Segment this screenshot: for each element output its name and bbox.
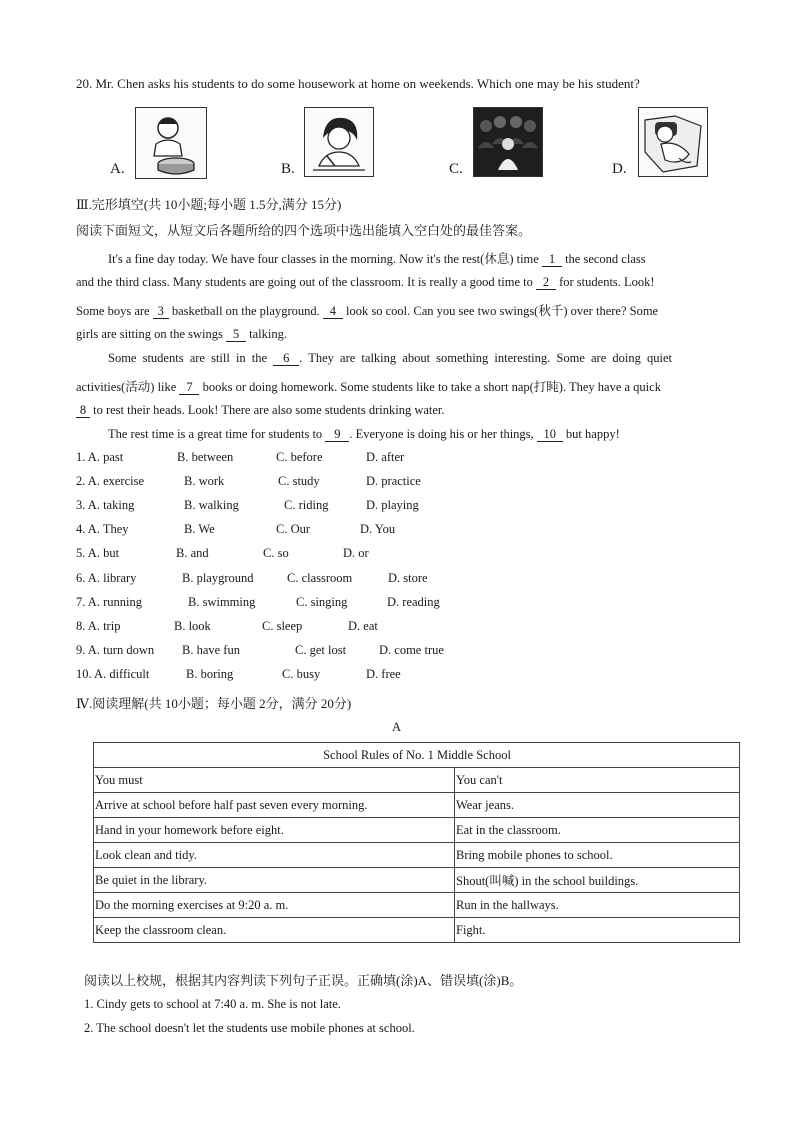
option-a[interactable]: 10. A. difficult	[76, 666, 150, 681]
table-cell: Do the morning exercises at 9:20 a. m.	[94, 893, 455, 918]
option-c[interactable]: C. sleep	[262, 618, 303, 633]
para2-line2	[76, 377, 661, 395]
table-cell: Fight.	[455, 918, 740, 943]
option-b[interactable]: B. work	[184, 474, 225, 489]
para2-text: books or doing homework. Some students like to take a short nap(打盹). They have a quick	[202, 380, 661, 394]
option-a[interactable]: 3. A. taking	[76, 498, 135, 513]
option-c[interactable]: C. so	[263, 546, 289, 561]
option-b[interactable]: B. look	[174, 618, 211, 633]
writing-homework-icon	[305, 108, 373, 176]
option-c[interactable]: C. Our	[276, 522, 311, 537]
table-title: School Rules of No. 1 Middle School	[94, 743, 740, 768]
option-d[interactable]: D. after	[366, 450, 405, 464]
table-cell: Look clean and tidy.	[94, 843, 455, 868]
option-a[interactable]: 6. A. library	[76, 570, 137, 585]
option-c[interactable]: C. study	[278, 474, 320, 489]
section-3-heading: Ⅲ.完形填空(共 10小题;每小题 1.5分,满分 15分)	[76, 197, 342, 212]
column-header-cant: You can't	[455, 768, 740, 793]
option-d[interactable]: D. or	[343, 546, 369, 561]
option-b[interactable]: B. between	[177, 450, 234, 464]
table-header-row	[94, 768, 740, 793]
para3-text: The rest time is a great time for students to	[108, 427, 323, 441]
option-b[interactable]: B. swimming	[188, 594, 256, 609]
option-c[interactable]: C. singing	[296, 594, 348, 609]
option-d-image[interactable]	[638, 107, 708, 177]
para2-text: Some students are still in the	[108, 351, 268, 365]
option-c[interactable]: C. get lost	[295, 642, 347, 657]
blank-7[interactable]: 7	[179, 381, 199, 395]
para1-text: talking.	[249, 327, 287, 341]
blank-1[interactable]: 1	[542, 253, 562, 267]
reading-question-2: 2. The school doesn't let the students use mobile phones at school.	[84, 1021, 415, 1035]
blank-10[interactable]: 10	[537, 428, 563, 442]
para1-text: the second class	[565, 252, 646, 266]
option-b[interactable]: B. playground	[182, 570, 254, 585]
question-20-text: 20. Mr. Chen asks his students to do some housework at home on weekends. Which one may be his student?	[76, 76, 640, 91]
blank-8[interactable]: 8	[76, 404, 90, 418]
table-cell: Be quiet in the library.	[94, 868, 455, 893]
table-cell: Run in the hallways.	[455, 893, 740, 918]
school-rules-table	[93, 742, 740, 943]
para2-line1	[108, 351, 672, 366]
option-c-label: C.	[449, 161, 463, 177]
blank-6[interactable]: 6	[273, 352, 299, 366]
table-row	[94, 893, 740, 918]
para1-line4	[76, 327, 287, 342]
section-4-heading: Ⅳ.阅读理解(共 10小题；每小题 2分，满分 20分)	[76, 696, 352, 711]
passage-label: A	[392, 720, 402, 734]
table-cell: Bring mobile phones to school.	[455, 843, 740, 868]
table-row	[94, 918, 740, 943]
para1-text: girls are sitting on the swings	[76, 327, 223, 341]
section-4-instruction: 阅读以上校规，根据其内容判读下列句子正误。正确填(涂)A、错误填(涂)B。	[84, 973, 523, 988]
para3-text: . Everyone is doing his or her things,	[349, 427, 534, 441]
option-b[interactable]: B. have fun	[182, 642, 240, 657]
option-a[interactable]: 7. A. running	[76, 594, 142, 609]
para1-line3	[76, 301, 658, 319]
table-row	[94, 818, 740, 843]
option-d[interactable]: D. You	[360, 522, 396, 537]
option-b[interactable]: B. and	[176, 546, 209, 561]
option-c[interactable]: C. busy	[282, 666, 321, 681]
option-d[interactable]: D. free	[366, 666, 401, 681]
table-cell: Wear jeans.	[455, 793, 740, 818]
option-b[interactable]: B. We	[184, 522, 215, 537]
option-a[interactable]: 9. A. turn down	[76, 642, 155, 657]
blank-2[interactable]: 2	[536, 276, 556, 290]
option-d[interactable]: D. store	[388, 570, 428, 585]
blank-9[interactable]: 9	[325, 428, 349, 442]
table-cell: Keep the classroom clean.	[94, 918, 455, 943]
reading-question-1: 1. Cindy gets to school at 7:40 a. m. She is not late.	[84, 997, 341, 1011]
table-row	[94, 843, 740, 868]
table-row	[94, 793, 740, 818]
option-c-image[interactable]	[473, 107, 543, 177]
para1-text: look so cool. Can you see two swings(秋千) over there? Some	[346, 304, 659, 318]
option-d[interactable]: D. reading	[387, 594, 440, 609]
option-d-label: D.	[612, 161, 627, 177]
para3-line1	[108, 427, 620, 442]
para1-text: Some boys are	[76, 304, 150, 318]
option-a-image[interactable]	[135, 107, 207, 179]
table-cell: Eat in the classroom.	[455, 818, 740, 843]
para2-text: activities(活动) like	[76, 380, 177, 394]
blank-5[interactable]: 5	[226, 328, 246, 342]
washing-clothes-icon	[136, 108, 206, 178]
para1-text: and the third class. Many students are going out of the classroom. It is really a good time to	[76, 275, 533, 289]
para3-text: but happy!	[565, 427, 620, 441]
para1-line1	[108, 249, 646, 267]
option-b-image[interactable]	[304, 107, 374, 177]
sleeping-child-icon	[639, 108, 707, 176]
blank-3[interactable]: 3	[153, 305, 169, 319]
para2-text: to rest their heads. Look! There are also some students drinking water.	[93, 403, 445, 417]
table-cell: Hand in your homework before eight.	[94, 818, 455, 843]
option-b-label: B.	[281, 161, 295, 177]
option-d[interactable]: D. eat	[348, 618, 378, 633]
group-photo-icon	[474, 108, 542, 176]
option-a[interactable]: 8. A. trip	[76, 618, 121, 633]
para2-text: . They are talking about something interesting. Some are doing quiet	[299, 351, 672, 365]
table-row	[94, 868, 740, 893]
option-a-label: A.	[110, 161, 125, 177]
table-cell: Shout(叫喊) in the school buildings.	[455, 868, 740, 893]
para1-text: basketball on the playground.	[171, 304, 320, 318]
table-cell: Arrive at school before half past seven every morning.	[94, 793, 455, 818]
option-a[interactable]: 1. A. past	[76, 450, 124, 464]
para1-text: for students. Look!	[559, 275, 655, 289]
para1-line2	[76, 275, 655, 290]
option-d[interactable]: D. playing	[366, 498, 419, 513]
option-a[interactable]: 5. A. but	[76, 546, 120, 561]
blank-4[interactable]: 4	[323, 305, 343, 319]
option-d[interactable]: D. come true	[379, 642, 444, 657]
option-c[interactable]: C. riding	[284, 498, 329, 513]
option-d[interactable]: D. practice	[366, 474, 421, 489]
option-a[interactable]: 2. A. exercise	[76, 474, 145, 489]
section-3-instruction: 阅读下面短文，从短文后各题所给的四个选项中选出能填入空白处的最佳答案。	[76, 223, 532, 238]
para1-text: It's a fine day today. We have four classes in the morning. Now it's the rest(休息) time	[108, 252, 539, 266]
option-c[interactable]: C. classroom	[287, 570, 353, 585]
option-b[interactable]: B. boring	[186, 666, 234, 681]
para2-line3	[76, 403, 445, 418]
table-title-row	[94, 743, 740, 768]
column-header-must: You must	[94, 768, 455, 793]
option-b[interactable]: B. walking	[184, 498, 239, 513]
option-c[interactable]: C. before	[276, 450, 323, 464]
option-a[interactable]: 4. A. They	[76, 522, 129, 537]
